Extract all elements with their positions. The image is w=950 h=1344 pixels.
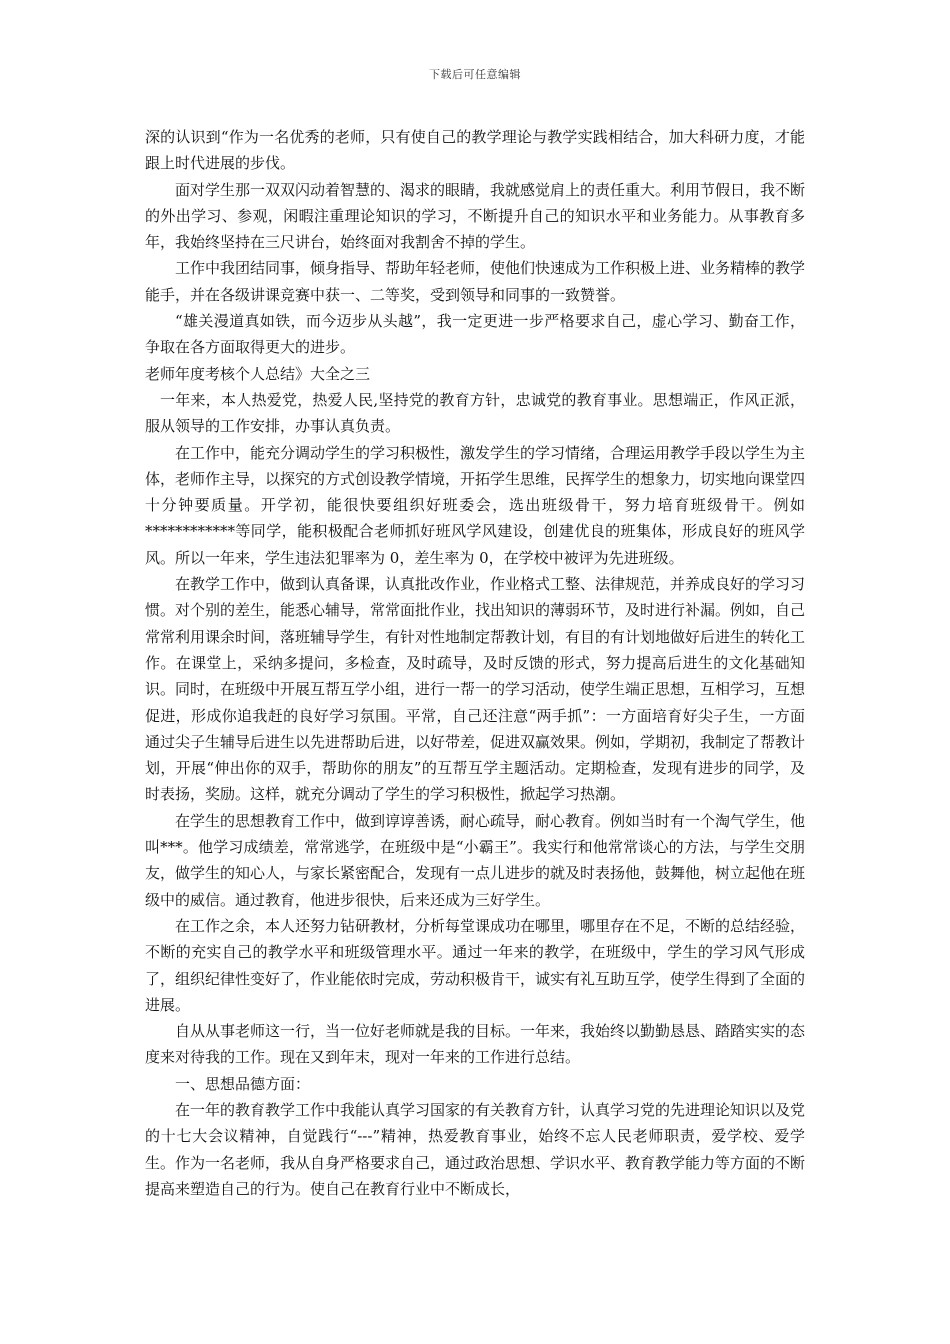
paragraph: 在工作之余，本人还努力钻研教材，分析每堂课成功在哪里，哪里存在不足，不断的总结经验，不断的充实自己的教学水平和班级管理水平。通过一年来的教学，在班级中，学生的学习风气形成了，组织纪律性变好了，作业能依时完成，劳动积极肯干，诚实有礼互助互学，使学生得到了全面的进展。 [145, 916, 806, 1014]
paragraph: 在教学工作中，做到认真备课，认真批改作业，作业格式工整、法律规范，并养成良好的学习习惯。对个别的差生，能悉心辅导，常常面批作业，找出知识的薄弱环节，及时进行补漏。例如，自己常常利用课余时间，落班辅导学生，有针对性地制定帮教计划，有目的有计划地做好后进生的转化工作。在课堂上，采纳多提问，多检查，及时疏导，及时反馈的形式，努力提高后进生的文化基础知识。同时，在班级中开展互帮互学小组，进行一帮一的学习活动，使学生端正思想，互相学习，互想促进，形成你追我赶的良好学习氛围。平常，自己还注意“两手抓”：一方面培育好尖子生，一方面通过尖子生辅导后进生以先进帮助后进，以好带差，促进双赢效果。例如，学期初，我制定了帮教计划，开展“伸出你的双手，帮助你的朋友”的互帮互学主题活动。定期检查，发现有进步的同学，及时表扬，奖励。这样，就充分调动了学生的学习积极性，掀起学习热潮。 [145, 575, 806, 804]
paragraph: 在工作中，能充分调动学生的学习积极性，激发学生的学习情绪，合理运用教学手段以学生为主体，老师作主导，以探究的方式创设教学情境，开拓学生思维，民挥学生的想象力，切实地向课堂四十分钟要质量。开学初，能很快要组织好班委会，选出班级骨干，努力培育班级骨干。例如************等同学，能积极配合老师抓好班风学风建设，创建优良的班集体，形成良好的班风学风。所以一年来，学生违法犯罪率为 0，差生率为 0，在学校中被评为先进班级。 [145, 443, 806, 567]
paragraph: 一年来，本人热爱党，热爱人民,坚持党的教育方针，忠诚党的教育事业。思想端正，作风正派，服从领导的工作安排，办事认真负责。 [145, 390, 805, 436]
subheading: 一、思想品德方面： [175, 1074, 311, 1093]
paragraph: 工作中我团结同事，倾身指导、帮助年轻老师，使他们快速成为工作积极上进、业务精棒的教学能手，并在各级讲课竞赛中获一、二等奖，受到领导和同事的一致赞誉。 [145, 259, 806, 304]
page-header-note: 下载后可任意编辑 [429, 68, 521, 81]
paragraph: 深的认识到“作为一名优秀的老师，只有使自己的教学理论与教学实践相结合，加大科研力度，才能跟上时代进展的步伐。 [145, 128, 805, 173]
section-title: 老师年度考核个人总结》大全之三 [145, 364, 371, 383]
paragraph: “雄关漫道真如铁，而今迈步从头越”，我一定更进一步严格要求自己，虚心学习、勤奋工作，争取在各方面取得更大的进步。 [145, 312, 805, 357]
paragraph: 在一年的教育教学工作中我能认真学习国家的有关教育方针，认真学习党的先进理论知识以及党的十七大会议精神，自觉践行“---”精神，热爱教育事业，始终不忘人民老师职责，爱学校、爱学生。作为一名老师，我从自身严格要求自己，通过政治思想、学识水平、教育教学能力等方面的不断提高来塑造自己的行为。使自己在教育行业中不断成长， [145, 1100, 806, 1198]
document-body [145, 124, 805, 1202]
paragraph: 面对学生那一双双闪动着智慧的、渴求的眼睛，我就感觉肩上的责任重大。利用节假日，我不断的外出学习、参观，闲暇注重理论知识的学习，不断提升自己的知识水平和业务能力。从事教育多年，我始终坚持在三尺讲台，始终面对我割舍不掉的学生。 [145, 180, 806, 252]
paragraph: 在学生的思想教育工作中，做到谆谆善诱，耐心疏导，耐心教育。例如当时有一个淘气学生，他叫***。他学习成绩差，常常逃学，在班级中是“小霸王”。我实行和他常常谈心的方法，与学生交朋友，做学生的知心人，与家长紧密配合，发现有一点儿进步的就及时表扬他，鼓舞他，树立起他在班级中的威信。通过教育，他进步很快，后来还成为三好学生。 [145, 811, 806, 909]
paragraph: 自从从事老师这一行，当一位好老师就是我的目标。一年来，我始终以勤勤恳恳、踏踏实实的态度来对待我的工作。现在又到年末，现对一年来的工作进行总结。 [145, 1022, 806, 1067]
